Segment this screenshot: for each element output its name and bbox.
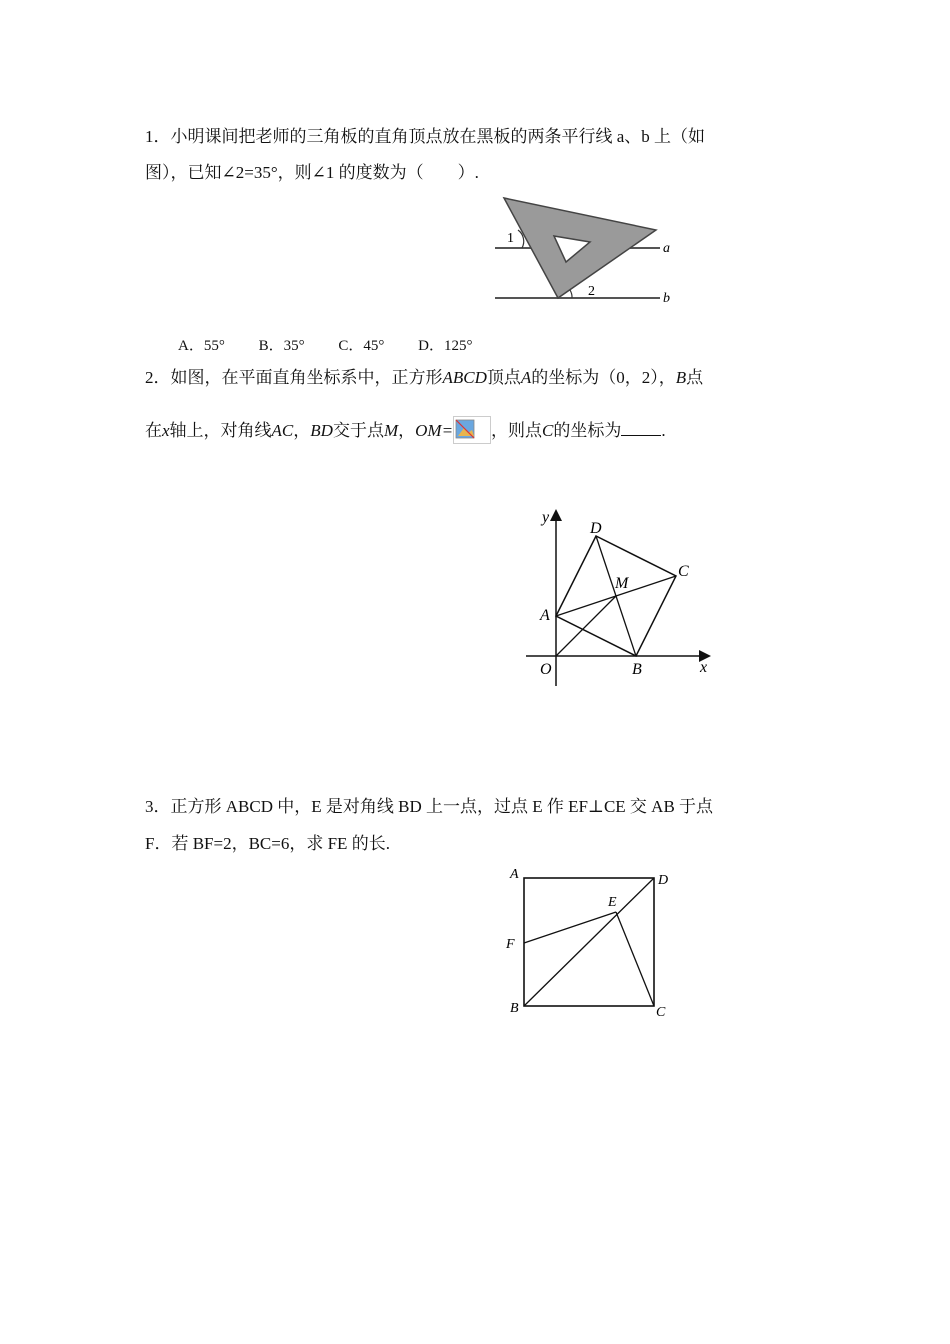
- broken-image-icon: [453, 416, 491, 444]
- q2-t2c: 轴上，对角线: [169, 420, 272, 440]
- label-m: M: [615, 575, 629, 592]
- q3-text-line1: 3．正方形 ABCD 中，E 是对角线 BD 上一点，过点 E 作 EF⊥CE 交 AB 于点: [145, 797, 714, 816]
- q1-text-line2: 图），已知∠2=35°，则∠1 的度数为（ ）.: [145, 163, 479, 182]
- q2-t1a: 2．如图，在平面直角坐标系中，正方形: [145, 368, 443, 387]
- label-f: F: [506, 937, 515, 952]
- q2-t2f: BD: [310, 420, 333, 440]
- q2-t1b: ABCD: [442, 368, 487, 387]
- answer-blank: [621, 421, 661, 436]
- q2-t2b: x: [162, 420, 170, 440]
- option-a: A．55°: [178, 338, 225, 354]
- line-b-label: b: [663, 291, 670, 306]
- q2-t2j: OM=: [415, 420, 454, 440]
- diagonal-bd: [524, 878, 654, 1006]
- option-b: B．35°: [258, 338, 305, 354]
- angle2-label: 2: [588, 284, 595, 299]
- q2-figure-coordinate-square: [520, 500, 720, 690]
- q2-text-line1: [145, 367, 703, 389]
- q2-t2e: ，: [293, 420, 311, 440]
- label-e: E: [608, 895, 617, 910]
- angle1-label: 1: [507, 231, 514, 246]
- label-b: B: [632, 661, 642, 678]
- q1-options: [178, 334, 502, 355]
- option-d: D．125°: [418, 338, 473, 354]
- q2-t2a: 在: [145, 420, 162, 440]
- q2-t2l: C: [542, 420, 554, 440]
- q1-figure-triangle-ruler: [490, 192, 680, 310]
- label-b: B: [510, 1001, 519, 1016]
- label-o: O: [540, 661, 552, 678]
- label-c: C: [678, 563, 689, 580]
- label-c: C: [656, 1005, 666, 1020]
- q2-t2m: 的坐标为: [553, 420, 622, 440]
- line-a-label: a: [663, 241, 670, 256]
- label-d: D: [658, 873, 669, 888]
- label-a: A: [540, 607, 550, 624]
- q2-t1e: 的坐标为（0，2），: [531, 368, 676, 387]
- q2-t1f: B: [675, 368, 687, 387]
- q2-t2k: ，则点: [491, 420, 543, 440]
- label-y: y: [542, 509, 550, 526]
- q2-t2h: M: [383, 420, 399, 440]
- option-c: C．45°: [338, 338, 385, 354]
- q2-t1g: 点: [686, 368, 704, 387]
- q2-text-line2: [145, 418, 666, 446]
- segment-fe: [524, 912, 616, 943]
- label-d: D: [590, 520, 602, 537]
- q2-t2g: 交于点: [332, 420, 384, 440]
- label-a: A: [510, 867, 519, 882]
- q2-t2n: .: [661, 420, 666, 440]
- q3-figure-square: [500, 862, 680, 1022]
- q2-t2d: AC: [271, 420, 294, 440]
- q2-t1d: A: [520, 368, 532, 387]
- q1-text-line1: 1．小明课间把老师的三角板的直角顶点放在黑板的两条平行线 a、b 上（如: [145, 127, 706, 146]
- q3-text-line2: F．若 BF=2，BC=6，求 FE 的长.: [145, 834, 390, 853]
- segment-om: [556, 596, 616, 656]
- q2-t1c: 顶点: [486, 368, 521, 387]
- angle2-arc: [570, 290, 572, 298]
- q2-t2i: ，: [398, 420, 416, 440]
- label-x: x: [700, 659, 708, 676]
- segment-ec: [616, 912, 654, 1006]
